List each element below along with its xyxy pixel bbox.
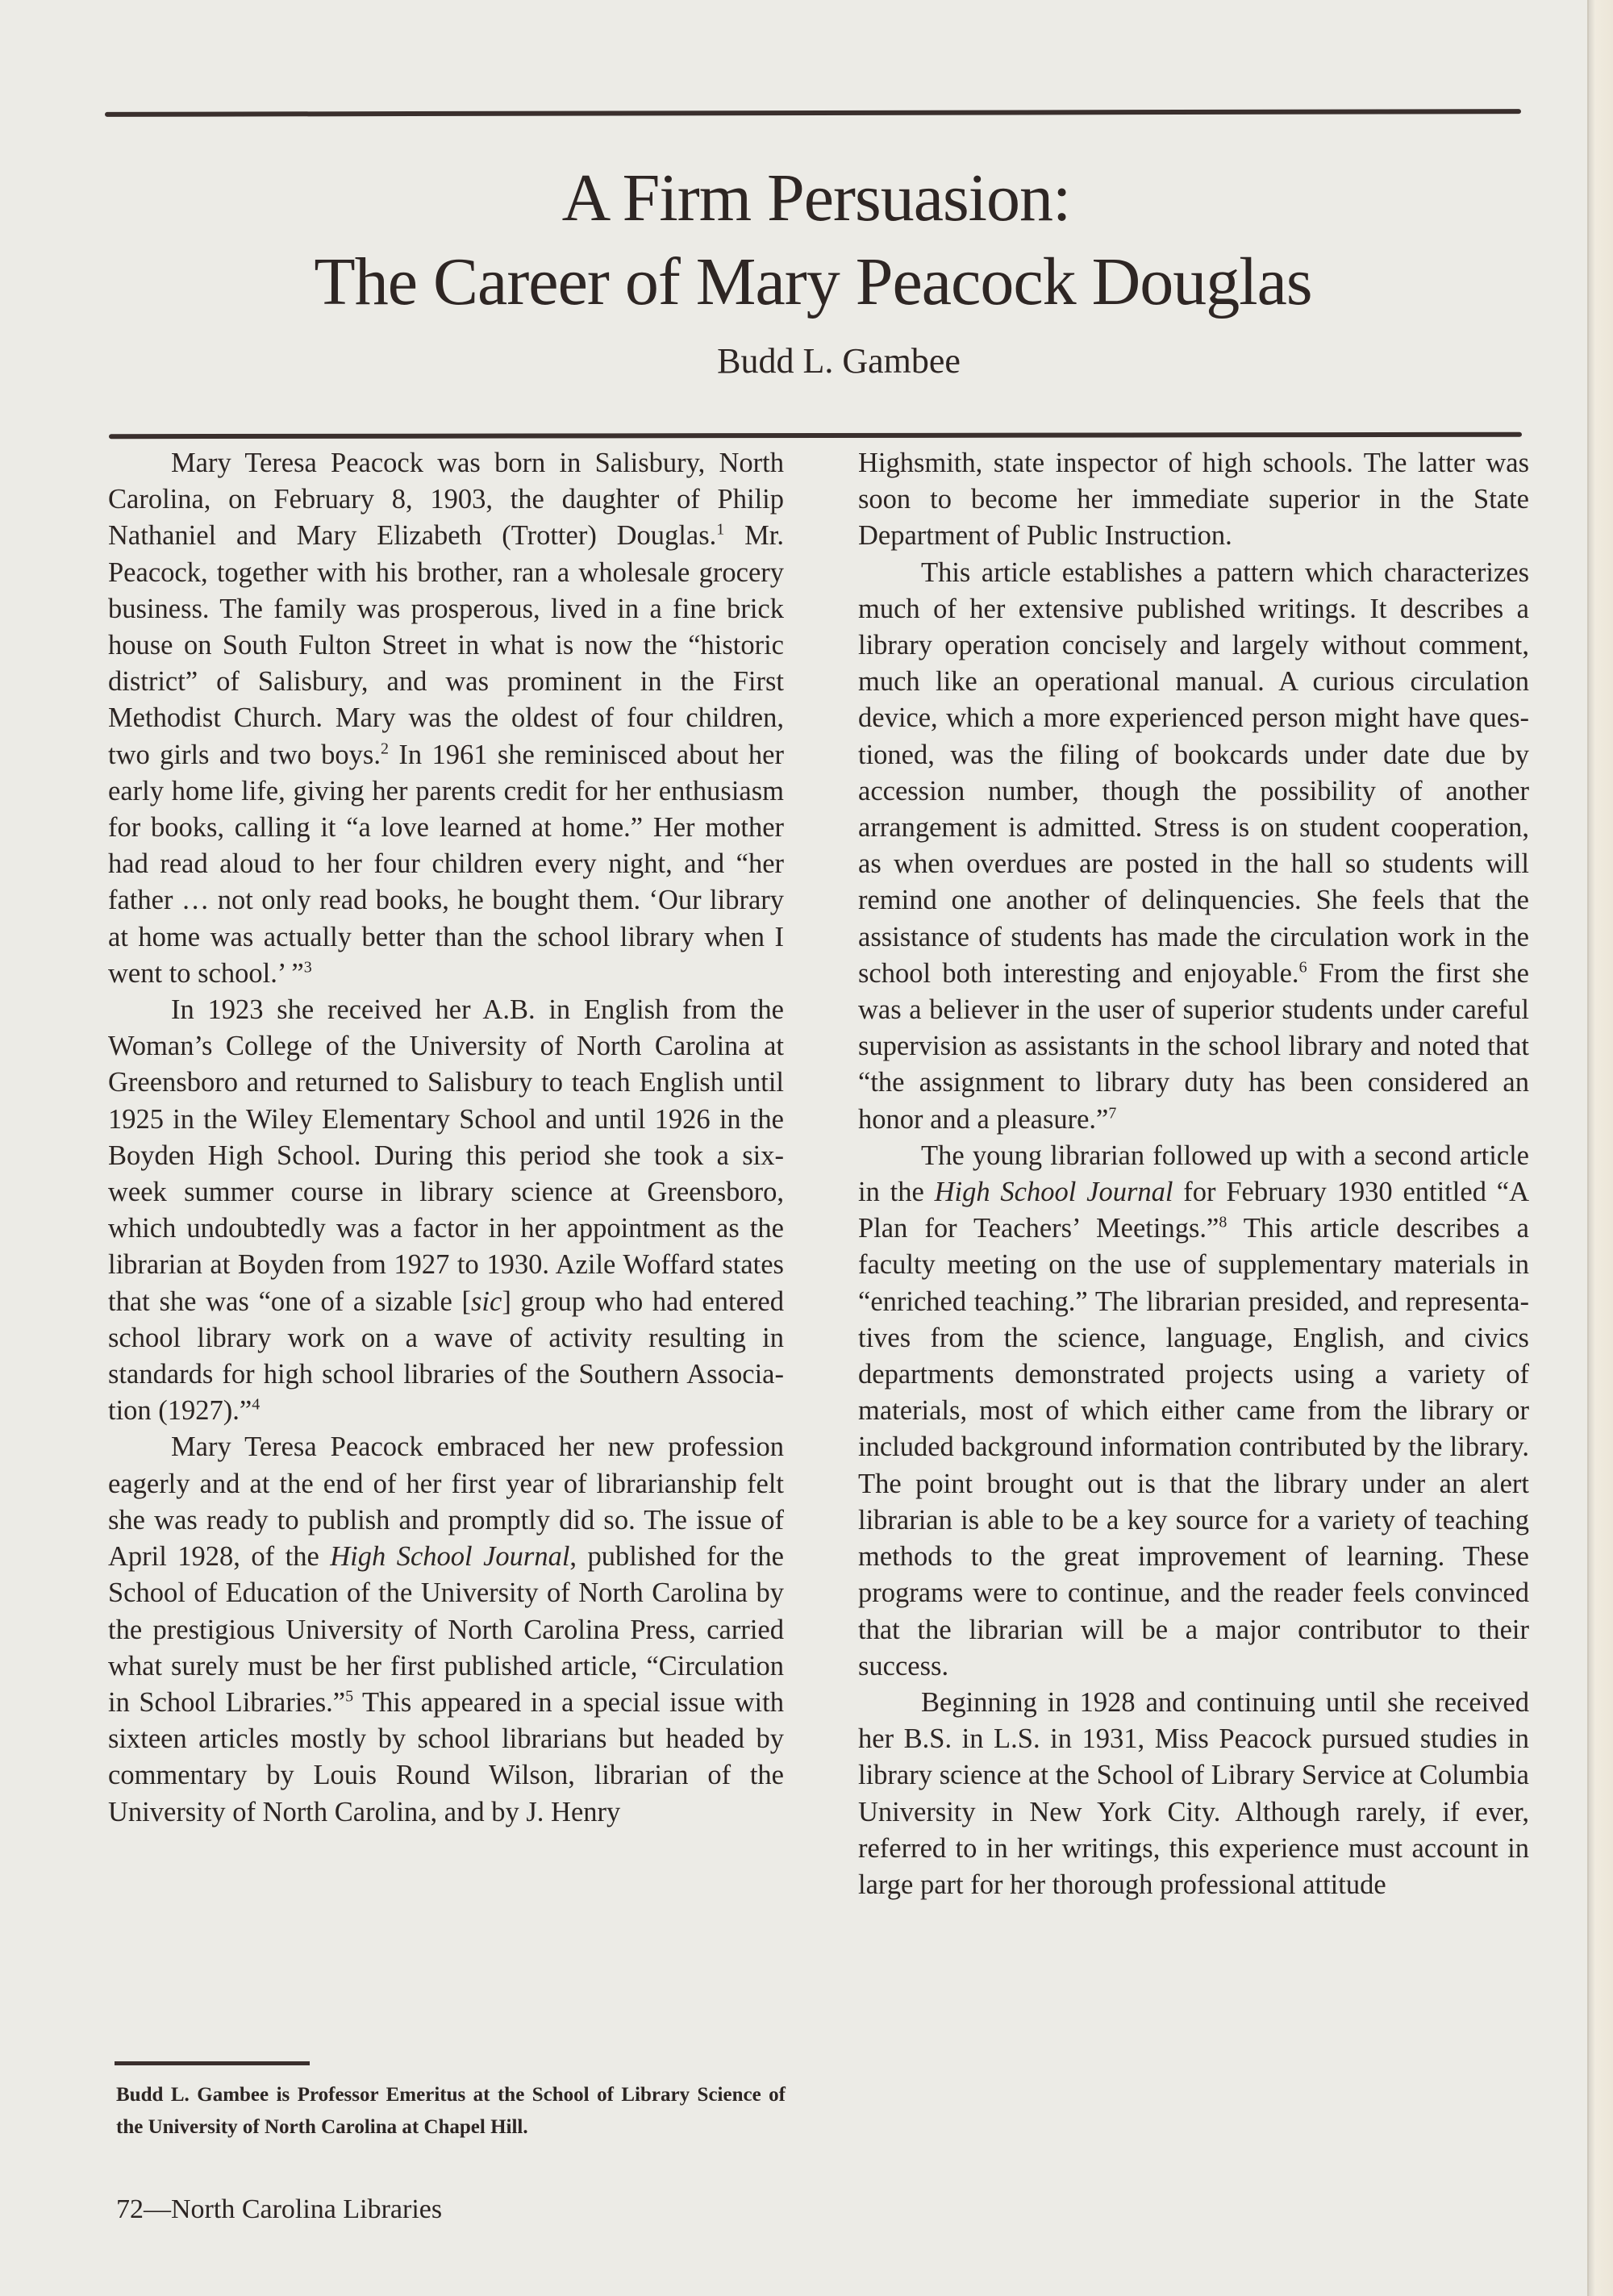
paragraph — [108, 992, 784, 1429]
text-run: Mr. Peacock, together with his brother, ran a wholesale grocery business. The family was prosperous, lived in a fine brick house on South Fulton Street in what is now the “historic district” of Salisbury, and was prominent in the First Methodist Church. Mary was the oldest of four children, two girls and two boys. — [108, 520, 784, 770]
text-run: In 1923 she received her A.B. in English from the Woman’s College of the University of North Carolina at Greensboro and returned to Salisbury to teach English until 1925 in the Wiley Elementary School and until 1926 in the Boyden High School. During this period she took a six-week summer course in library science at Greensboro, which undoubtedly was a factor in her appointment as the librarian at Boyden from 1927 to 1930. Azile Woffard states that she was “one of a sizable [ — [108, 994, 784, 1317]
footnote-reference: 7 — [1108, 1104, 1117, 1123]
text-run: From the first she was a believer in the user of superior students under careful supervision as assistants in the school library and noted that “the assignment to library duty has been considered an honor and a pleasure.” — [858, 957, 1529, 1135]
text-run: This article describes a faculty meeting on the use of supplementary materials in “enriched teaching.” The librarian presided, and representatives from the science, language, English, and civics departments demonstrated projects using a variety of materials, most of which either came from the library or included background information contributed by the library. The point brought out is that the library under an alert librarian is able to be a key source for a variety of teaching methods to the great improvement of learning. These programs were to continue, and the reader feels convinced that the librarian will be a major contributor to their success. — [858, 1213, 1529, 1681]
italic-title: High School Journal — [330, 1541, 570, 1573]
paragraph — [858, 1685, 1529, 1903]
footnote-reference: 4 — [252, 1395, 260, 1414]
text-run: Mary Teresa Peacock was born in Salisbury, North Carolina, on February 8, 1903, the daughter of Philip Nathaniel and Mary Elizabeth (Trotter) Douglas. — [108, 448, 784, 552]
text-run: ] group who had entered school library work on a wave of activity resulting in standards for high school libraries of the Southern Association (1927).” — [108, 1286, 784, 1427]
text-run: This article establishes a pattern which characterizes much of her extensive published writings. It describes a library operation concisely and largely without comment, much like an operational manual. A curious circulation device, which a more experienced person might have questioned, was the filing of bookcards under date due by accession number, though the possibility of another arrangement is admitted. Stress is on student cooperation, as when overdues are posted in the hall so students will remind one another of delinquencies. She feels that the assistance of students has made the circulation work in the school both interesting and enjoyable. — [858, 556, 1529, 989]
paragraph — [858, 445, 1529, 555]
text-run: for February 1930 entitled “A Plan for Teachers’ Meetings.” — [858, 1177, 1529, 1244]
text-run: The young librarian followed up with a second article in the — [858, 1140, 1529, 1208]
text-run: In 1961 she reminisced about her early home life, giving her parents credit for her enthusiasm for books, calling it “a love learned at home.” Her mother had read aloud to her four children every night, and “her father … not only read books, he bought them. ‘Our library at home was actually better than the school library when I went to school.’ ” — [108, 739, 784, 989]
footnote-reference: 6 — [1298, 958, 1307, 977]
footnote-reference: 3 — [303, 958, 312, 977]
italic-title: High School Journal — [934, 1177, 1173, 1208]
article-author: Budd L. Gambee — [717, 341, 961, 381]
author-footnote: Budd L. Gambee is Professor Emeritus at the School of Library Science of the University of North Carolina at Chapel Hill. — [116, 2084, 786, 2138]
paragraph — [108, 1429, 784, 1830]
left-column — [108, 445, 784, 1831]
footnote-reference: 1 — [716, 520, 725, 539]
text-run: Mary Teresa Peacock embraced her new profession eagerly and at the end of her first year of librarianship felt she was ready to publish and promptly did so. The issue of April 1928, of the — [108, 1431, 784, 1573]
text-run: This appeared in a special issue with sixteen articles mostly by school librarians but headed by commentary by Louis Round Wilson, librarian of the University of North Carolina, and by J. Henry — [108, 1686, 784, 1827]
footnote-rule — [115, 2061, 310, 2065]
paragraph — [858, 555, 1529, 1138]
italic-title: sic — [471, 1286, 502, 1317]
article-title-line-1: A Firm Persuasion: — [561, 160, 1071, 235]
right-column — [858, 445, 1529, 1903]
title-top-rule — [105, 109, 1521, 117]
text-run: , published for the School of Education of the University of North Carolina by the prestigious University of North Carolina Press, carried what surely must be her first published article, “Circulation in School Libraries.” — [108, 1541, 784, 1718]
footnote-reference: 8 — [1219, 1213, 1227, 1231]
page-footer: 72—North Carolina Libraries — [116, 2194, 443, 2224]
text-run: Beginning in 1928 and continuing until she received her B.S. in L.S. in 1931, Miss Peacock pursued studies in library science at the School of Library Service at Columbia University in New York City. Although rarely, if ever, referred to in her writings, this experience must account in large part for her thorough professional attitude — [858, 1686, 1529, 1900]
paragraph — [108, 445, 784, 992]
footnote-reference: 2 — [380, 740, 389, 758]
footnote-reference: 5 — [345, 1687, 354, 1706]
title-bottom-rule — [109, 432, 1522, 439]
paragraph — [858, 1138, 1529, 1685]
text-run: Highsmith, state inspector of high schools. The latter was soon to become her immediate superior in the State Department of Public Instruction. — [858, 448, 1529, 552]
article-title-line-2: The Career of Mary Peacock Douglas — [314, 244, 1312, 319]
